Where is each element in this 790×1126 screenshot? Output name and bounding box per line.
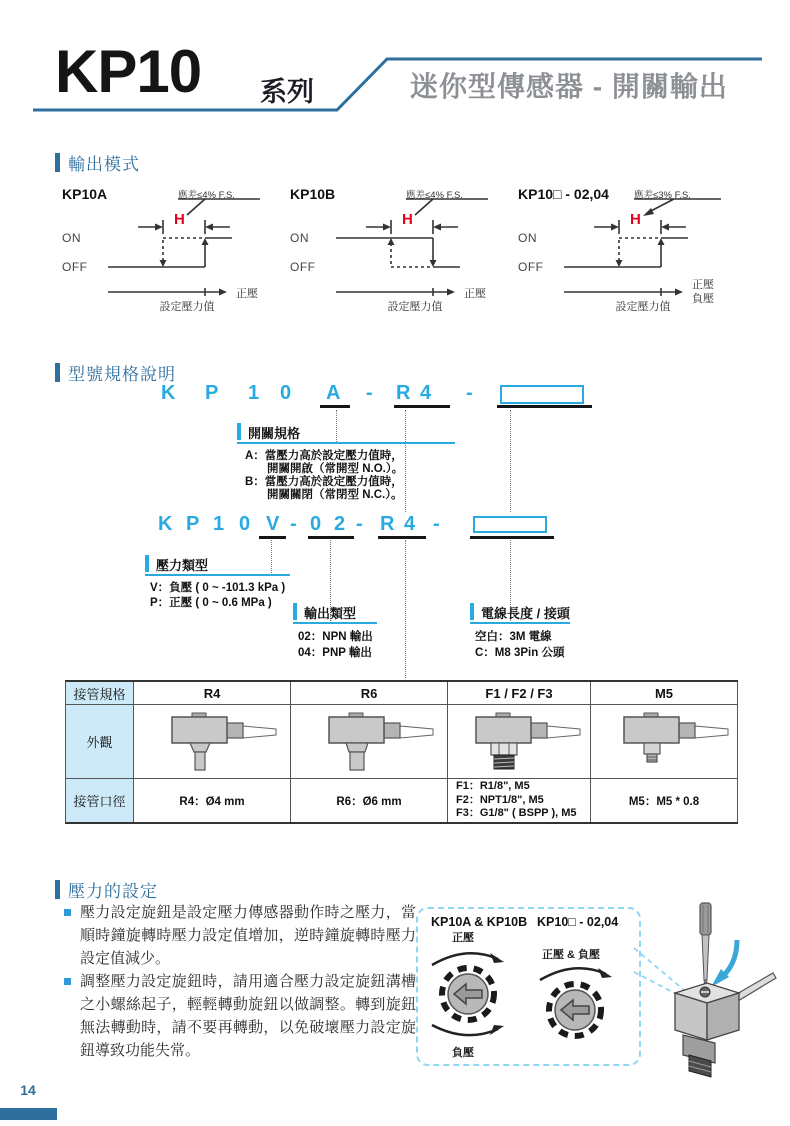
label-underline (293, 622, 377, 624)
model-code-char: - (466, 382, 473, 404)
section-title: 輸出模式 (68, 155, 140, 174)
model-code-char: - (356, 513, 363, 535)
model-code-char: 4 (420, 382, 432, 404)
off-label: OFF (62, 260, 88, 274)
hysteresis-h-label: H (402, 211, 413, 228)
pressure-type-options: V：負壓 ( 0 ~ -101.3 kPa ) P：正壓 ( 0 ~ 0.6 MPa ) (150, 582, 286, 609)
fitting-table (65, 680, 738, 824)
model-code-char: - (290, 513, 297, 535)
code-underline (259, 536, 286, 539)
model-code-char: - (366, 382, 373, 404)
label-bar (293, 603, 297, 620)
timing-diagram-kp10b (288, 186, 538, 336)
hysteresis-h-label: H (174, 211, 185, 228)
section-pressure-setting (55, 877, 158, 902)
label-underline (237, 442, 455, 444)
model-code-char: R (396, 382, 411, 404)
model-code-char: P (186, 513, 200, 535)
output-type-label: 輸出類型 (293, 603, 356, 622)
table-column-header: M5 (591, 682, 738, 705)
cable-length-connector-label: 電線長度 / 接頭 (470, 603, 570, 622)
timing-diagram-kp10-0204 (516, 186, 766, 336)
dotted-connector (405, 410, 406, 512)
knob-right-illustration (528, 958, 628, 1044)
code-underline (470, 536, 554, 539)
page-number: 14 (20, 1082, 36, 1098)
knob-left-illustration (418, 941, 523, 1043)
sensor-f-illustration (449, 709, 589, 775)
bore-cell-r6: R6：Ø6 mm (291, 779, 448, 822)
label-bar (470, 603, 474, 620)
on-label: ON (518, 231, 537, 245)
switch-spec-notes: A：當壓力高於設定壓力值時， 開關開啟（常開型 N.O.）。 B：當壓力高於設定壓力值時， 開關關閉（常閉型 N.C.）。 (245, 450, 404, 501)
off-label: OFF (518, 260, 544, 274)
hysteresis-tolerance-label: 應差≤4% F.S. (178, 190, 235, 201)
product-screwdriver-illustration (635, 885, 787, 1095)
sensor-m5-illustration (594, 709, 734, 775)
off-label: OFF (290, 260, 316, 274)
model-code-char: 0 (310, 513, 322, 535)
on-label: ON (62, 231, 81, 245)
on-label: ON (290, 231, 309, 245)
diagram-model-label: KP10A (62, 186, 108, 202)
code-underline (497, 405, 592, 408)
axis-positive-pressure-label: 正壓 (692, 279, 714, 291)
model-code-char: A (326, 382, 341, 404)
switch-spec-label: 開關規格 (237, 423, 300, 442)
bore-cell-f: F1：R1/8", M5 F2：NPT1/8", M5 F3：G1/8" ( BSPP ), M5 (448, 779, 591, 822)
label-underline (145, 574, 290, 576)
sensor-r4-illustration (142, 709, 282, 775)
knob-left-negative-label: 負壓 (452, 1047, 474, 1059)
hysteresis-tolerance-label: 應差≤4% F.S. (406, 190, 463, 201)
label-underline (470, 622, 570, 624)
model-code-char: - (433, 513, 440, 535)
axis-negative-pressure-label: 負壓 (692, 293, 714, 305)
section-output-mode (55, 150, 140, 175)
dotted-connector (336, 410, 337, 442)
section-model-spec (55, 360, 176, 385)
diagram-model-label: KP10□ - 02,04 (518, 186, 609, 202)
table-row-header: 接管口徑 (66, 779, 134, 822)
model-code-char: 0 (239, 513, 251, 535)
output-type-options: 02：NPN 輸出 04：PNP 輸出 (298, 631, 373, 659)
bore-cell-r4: R4：Ø4 mm (134, 779, 291, 822)
diagram-model-label: KP10B (290, 186, 336, 202)
table-row-header: 外觀 (66, 705, 134, 779)
knob-left-model-label: KP10A & KP10B (431, 915, 528, 929)
section-bar (55, 880, 60, 899)
table-column-header: F1 / F2 / F3 (448, 682, 591, 705)
appearance-f-drawing (448, 705, 591, 779)
set-pressure-label: 設定壓力值 (615, 301, 671, 313)
bullet-item: 壓力設定旋鈕是設定壓力傳感器動作時之壓力，當順時鐘旋轉時壓力設定值增加，逆時鐘旋轉時壓力設定值減少。 (64, 901, 416, 970)
timing-diagram-kp10a (60, 186, 310, 336)
label-bar (237, 423, 241, 440)
section-title: 壓力的設定 (68, 882, 158, 901)
model-code-char: R (380, 513, 395, 535)
knob-right-model-label: KP10□ - 02,04 (537, 915, 619, 929)
code-placeholder-box (500, 385, 584, 404)
section-title: 型號規格說明 (68, 365, 176, 384)
dotted-connector (405, 540, 406, 678)
appearance-r4-drawing (134, 705, 291, 779)
model-code-char: P (205, 382, 219, 404)
table-column-header: R4 (134, 682, 291, 705)
bore-cell-m5: M5：M5 * 0.8 (591, 779, 738, 822)
footer-bar (0, 1108, 57, 1120)
label-bar (145, 555, 149, 572)
knob-right-pressure-label: 正壓 & 負壓 (542, 949, 601, 961)
section-bar (55, 153, 60, 172)
code-underline (378, 536, 426, 539)
model-code-char: 0 (280, 382, 292, 404)
model-code-char: 1 (248, 382, 260, 404)
table-column-header: R6 (291, 682, 448, 705)
pressure-type-label: 壓力類型 (145, 555, 208, 574)
axis-positive-pressure-label: 正壓 (464, 288, 486, 300)
appearance-m5-drawing (591, 705, 738, 779)
axis-positive-pressure-label: 正壓 (236, 288, 258, 300)
model-code-char: 1 (213, 513, 225, 535)
pressure-setting-bullets (64, 901, 416, 1062)
dotted-connector (510, 410, 511, 512)
model-code-char: K (158, 513, 173, 535)
hysteresis-h-label: H (630, 211, 641, 228)
model-code-char: 4 (404, 513, 416, 535)
bullet-square-icon (64, 909, 71, 916)
table-row-header: 接管規格 (66, 682, 134, 705)
set-pressure-label: 設定壓力值 (387, 301, 443, 313)
model-code-char: K (161, 382, 176, 404)
set-pressure-label: 設定壓力值 (159, 301, 215, 313)
hysteresis-tolerance-label: 應差≤3% F.S. (634, 190, 691, 201)
model-code-char: V (266, 513, 280, 535)
bullet-square-icon (64, 978, 71, 985)
dotted-connector (271, 540, 272, 573)
section-bar (55, 363, 60, 382)
cable-options: 空白：3M 電線 C：M8 3Pin 公頭 (475, 631, 565, 659)
series-suffix: 系列 (260, 77, 314, 107)
code-placeholder-box (473, 516, 547, 533)
code-underline (308, 536, 354, 539)
sensor-r6-illustration (299, 709, 439, 775)
code-underline (320, 405, 350, 408)
series-code: KP10 (55, 38, 202, 105)
page-title: 迷你型傳感器 - 開關輸出 (410, 71, 728, 102)
knob-left-positive-label: 正壓 (452, 932, 474, 944)
bullet-item: 調整壓力設定旋鈕時，請用適合壓力設定旋鈕溝槽之小螺絲起子，輕輕轉動旋鈕以做調整。轉到旋鈕無法轉動時，請不要再轉動，以免破壞壓力設定旋鈕導致功能失常。 (64, 970, 416, 1062)
model-code-char: 2 (334, 513, 346, 535)
appearance-r6-drawing (291, 705, 448, 779)
code-underline (394, 405, 450, 408)
